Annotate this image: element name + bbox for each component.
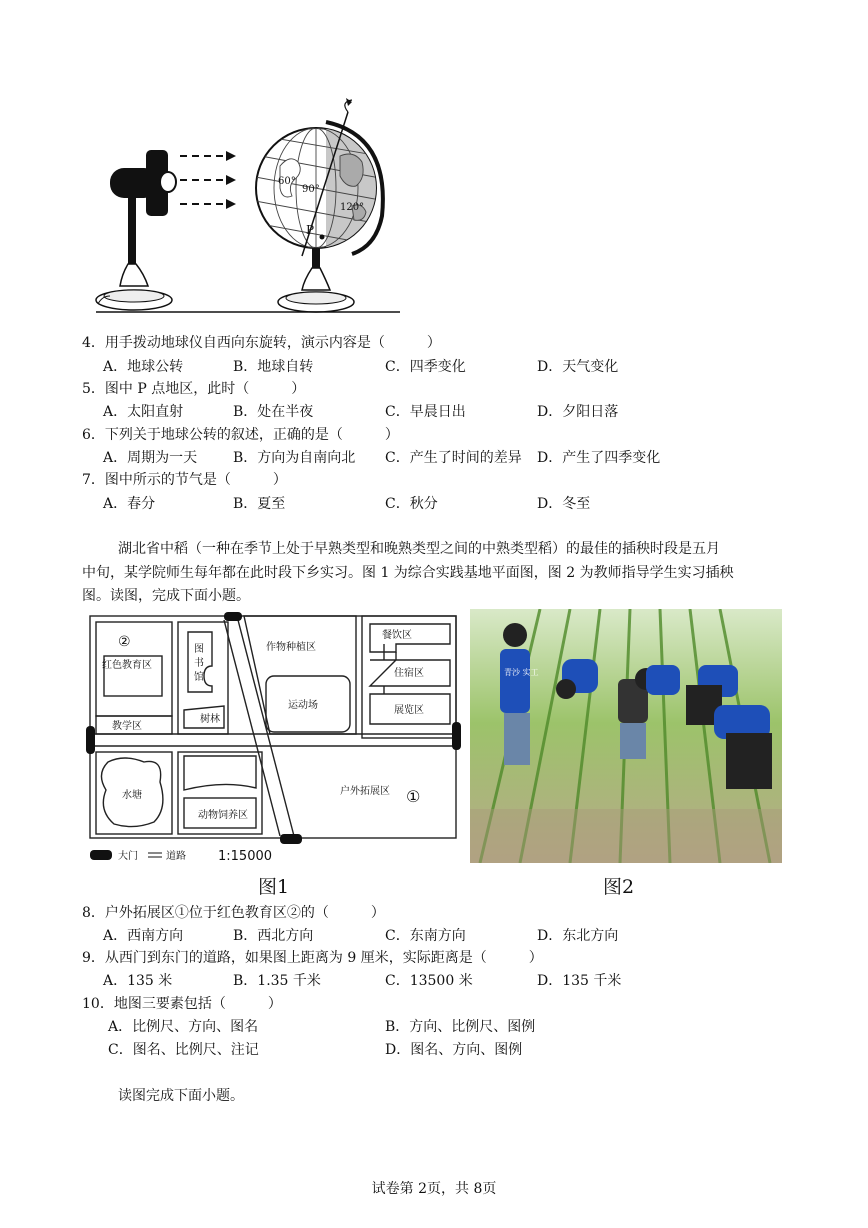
svg-text:120°: 120° — [340, 202, 365, 213]
svg-text:馆: 馆 — [194, 672, 204, 683]
q10-option-b[interactable]: B．方向、比例尺、图例 — [385, 1019, 536, 1035]
svg-text:P: P — [306, 223, 315, 237]
svg-text:餐饮区: 餐饮区 — [382, 630, 412, 641]
rice-planting-photo — [470, 609, 782, 863]
fan-globe-illustration — [90, 96, 420, 318]
svg-text:展览区: 展览区 — [394, 705, 424, 716]
q8-option-a[interactable]: A．西南方向 — [103, 928, 184, 944]
q6-option-d[interactable]: D．产生了四季变化 — [537, 450, 661, 466]
q8-option-d[interactable]: D．东北方向 — [537, 928, 619, 944]
q10-option-d[interactable]: D．图名、方向、图例 — [385, 1042, 523, 1058]
q4-option-a[interactable]: A．地球公转 — [103, 359, 184, 375]
svg-text:图: 图 — [194, 644, 204, 655]
base-map-figure — [84, 612, 464, 864]
q7-option-a[interactable]: A．春分 — [103, 496, 156, 512]
q10-option-c[interactable]: C．图名、比例尺、注记 — [108, 1042, 259, 1058]
svg-text:红色教育区: 红色教育区 — [102, 660, 152, 671]
q9-option-b[interactable]: B．1.35 千米 — [233, 973, 321, 989]
base-plan-map — [84, 612, 464, 864]
q7-option-d[interactable]: D．冬至 — [537, 496, 591, 512]
q5-option-a[interactable]: A．太阳直射 — [103, 404, 184, 420]
svg-text:树林: 树林 — [200, 714, 220, 725]
svg-text:户外拓展区: 户外拓展区 — [340, 786, 390, 797]
wind-arrows — [180, 156, 226, 204]
question-10: 10．地图三要素包括（ ） — [82, 996, 282, 1012]
svg-text:书: 书 — [194, 658, 204, 669]
q10-option-a[interactable]: A．比例尺、方向、图名 — [108, 1019, 259, 1035]
svg-text:①: ① — [406, 787, 421, 806]
q4-option-b[interactable]: B．地球自转 — [233, 359, 314, 375]
question-9: 9．从西门到东门的道路，如果图上距离为 9 厘米，实际距离是（ ） — [82, 950, 543, 966]
q7-option-c[interactable]: C．秋分 — [385, 496, 438, 512]
svg-text:运动场: 运动场 — [288, 700, 318, 711]
q6-option-a[interactable]: A．周期为一天 — [103, 450, 198, 466]
svg-text:教学区: 教学区 — [112, 721, 142, 732]
rice-field-illustration — [470, 609, 782, 863]
instruction-text: 读图完成下面小题。 — [118, 1088, 244, 1104]
q4-option-d[interactable]: D．天气变化 — [537, 359, 619, 375]
figure-2-caption: 图2 — [603, 876, 635, 898]
svg-text:②: ② — [118, 634, 131, 650]
fan-icon — [96, 150, 176, 310]
question-8: 8．户外拓展区①位于红色教育区②的（ ） — [82, 905, 385, 921]
q6-option-c[interactable]: C．产生了时间的差异 — [385, 450, 522, 466]
q9-option-a[interactable]: A．135 米 — [103, 973, 173, 989]
svg-text:青沙 实工: 青沙 实工 — [504, 668, 539, 677]
svg-text:90°: 90° — [302, 184, 320, 195]
globe-icon — [250, 98, 386, 312]
svg-text:住宿区: 住宿区 — [394, 668, 424, 679]
q8-option-b[interactable]: B．西北方向 — [233, 928, 314, 944]
q7-option-b[interactable]: B．夏至 — [233, 496, 286, 512]
page-footer: 试卷第 2页，共 8页 — [371, 1181, 497, 1197]
q5-option-c[interactable]: C．早晨日出 — [385, 404, 466, 420]
svg-text:1:15000: 1:15000 — [218, 849, 273, 864]
passage-line-3: 图。读图，完成下面小题。 — [82, 588, 250, 604]
question-4: 4．用手拨动地球仪自西向东旋转，演示内容是（ ） — [82, 335, 441, 351]
fan-globe-figure — [90, 96, 420, 318]
svg-text:动物饲养区: 动物饲养区 — [198, 810, 248, 821]
passage-line-1: 湖北省中稻（一种在季节上处于早熟类型和晚熟类型之间的中熟类型稻）的最佳的插秧时段是五月 — [118, 541, 720, 557]
q6-option-b[interactable]: B．方向为自南向北 — [233, 450, 356, 466]
svg-text:道路: 道路 — [166, 851, 186, 862]
svg-text:水塘: 水塘 — [122, 790, 142, 801]
figure-1-caption: 图1 — [258, 876, 290, 898]
passage-line-2: 中旬，某学院师生每年都在此时段下乡实习。图 1 为综合实践基地平面图，图 2 为教师指导学生实习插秧 — [82, 565, 734, 581]
question-6: 6．下列关于地球公转的叙述，正确的是（ ） — [82, 427, 399, 443]
question-7: 7．图中所示的节气是（ ） — [82, 472, 287, 488]
q5-option-d[interactable]: D．夕阳日落 — [537, 404, 619, 420]
question-5: 5．图中 P 点地区，此时（ ） — [82, 381, 306, 397]
q9-option-d[interactable]: D．135 千米 — [537, 973, 622, 989]
q5-option-b[interactable]: B．处在半夜 — [233, 404, 314, 420]
q8-option-c[interactable]: C．东南方向 — [385, 928, 466, 944]
q9-option-c[interactable]: C．13500 米 — [385, 973, 473, 989]
svg-text:大门: 大门 — [118, 851, 138, 862]
svg-text:60°: 60° — [278, 176, 296, 187]
svg-text:作物种植区: 作物种植区 — [266, 642, 316, 653]
q4-option-c[interactable]: C．四季变化 — [385, 359, 466, 375]
